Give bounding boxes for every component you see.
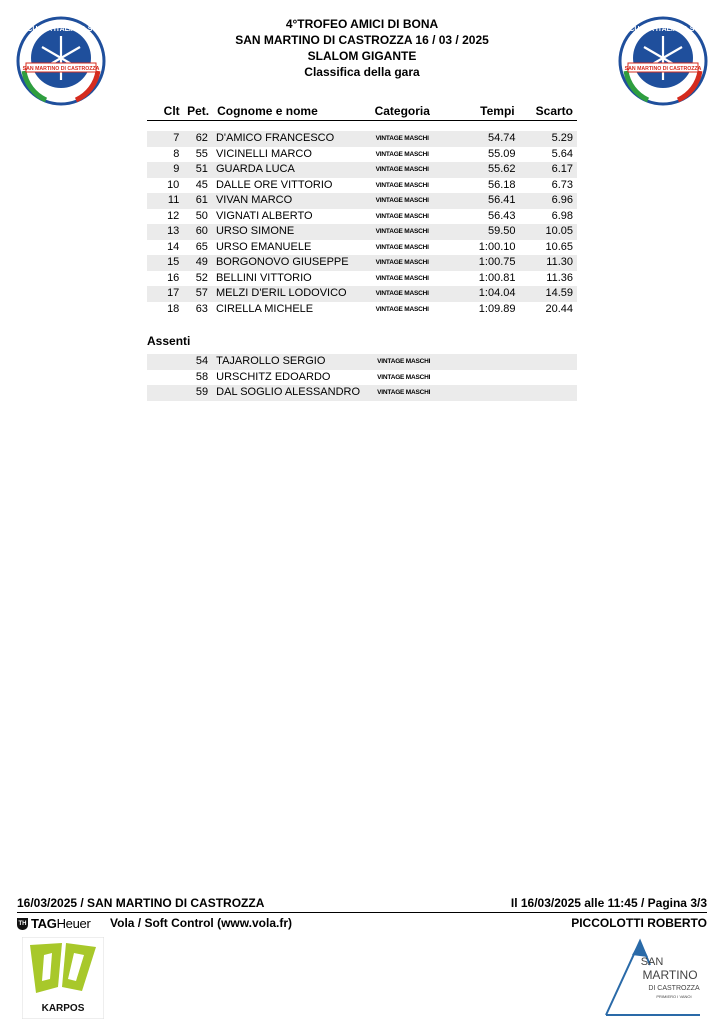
result-row — [147, 209, 577, 225]
result-name: GUARDA LUCA — [208, 162, 376, 178]
result-row — [147, 147, 577, 163]
result-category: VINTAGE MASCHI — [375, 181, 429, 189]
result-pet: 61 — [179, 193, 208, 209]
col-time: Tempi — [455, 104, 515, 120]
result-gap: 6.73 — [551, 178, 573, 191]
result-time: 1:00.75 — [455, 255, 515, 271]
sm-line1: SAN — [640, 956, 664, 968]
result-name: URSO EMANUELE — [215, 240, 312, 253]
result-pet: 45 — [195, 178, 208, 191]
result-time: 1:00.10 — [478, 240, 516, 253]
absent-gap — [516, 354, 577, 370]
tag-brand: TAG — [31, 916, 57, 931]
result-time: 54.74 — [455, 131, 515, 147]
result-category: VINTAGE MASCHI — [375, 150, 429, 158]
absent-category: VINTAGE MASCHI — [377, 354, 457, 370]
result-name: D'AMICO FRANCESCO — [208, 131, 376, 147]
ranking-title: Classifica della gara — [304, 65, 420, 79]
sm-line3: DI CASTROZZA — [648, 985, 700, 992]
result-row — [147, 162, 577, 178]
result-pet: 63 — [195, 302, 208, 315]
absent-pet: 54 — [179, 354, 208, 370]
document-header — [0, 16, 724, 80]
absent-row — [147, 354, 577, 370]
result-gap: 14.59 — [515, 286, 577, 302]
absent-pet: 58 — [195, 370, 209, 383]
software-credit: Vola / Soft Control (www.vola.fr) — [110, 916, 292, 930]
result-time: 1:09.89 — [478, 302, 516, 315]
result-category: VINTAGE MASCHI — [375, 212, 429, 220]
result-pet: 55 — [195, 147, 208, 160]
footer-date-place: 16/03/2025 / SAN MARTINO DI CASTROZZA — [17, 896, 265, 910]
results-table — [147, 131, 577, 317]
absent-name: TAJAROLLO SERGIO — [208, 354, 377, 370]
result-name: VIGNATI ALBERTO — [215, 209, 313, 222]
logo-band-text: SAN MARTINO DI CASTROZZA — [624, 66, 702, 72]
result-clt: 16 — [167, 271, 180, 284]
absent-name: URSCHITZ EDOARDO — [216, 370, 331, 383]
sm-line2: MARTINO — [642, 968, 698, 982]
result-clt: 10 — [167, 178, 180, 191]
event-title: 4°TROFEO AMICI DI BONA — [285, 17, 439, 31]
result-category: VINTAGE MASCHI — [375, 274, 429, 282]
absent-name: DAL SOGLIO ALESSANDRO — [208, 385, 377, 401]
result-row — [147, 131, 577, 147]
result-gap: 10.05 — [515, 224, 577, 240]
result-time: 56.43 — [487, 209, 516, 222]
result-gap: 20.44 — [545, 302, 573, 315]
absent-gap — [516, 385, 577, 401]
result-row — [147, 193, 577, 209]
result-row — [147, 271, 577, 287]
result-category: VINTAGE MASCHI — [376, 286, 456, 302]
result-category: VINTAGE MASCHI — [376, 131, 456, 147]
absent-clt — [147, 370, 179, 386]
result-category: VINTAGE MASCHI — [375, 305, 429, 313]
result-name: BELLINI VITTORIO — [215, 271, 312, 284]
absent-row — [147, 370, 577, 386]
result-row — [147, 286, 577, 302]
result-clt: 11 — [147, 193, 179, 209]
absent-gap — [516, 370, 577, 386]
col-pet: Pet. — [180, 104, 209, 120]
result-name: DALLE ORE VITTORIO — [215, 178, 333, 191]
result-time: 1:04.04 — [455, 286, 515, 302]
absent-time — [458, 370, 517, 386]
result-pet: 57 — [179, 286, 208, 302]
result-row — [147, 178, 577, 194]
result-time: 59.50 — [455, 224, 515, 240]
result-clt: 14 — [167, 240, 180, 253]
result-pet: 52 — [195, 271, 208, 284]
result-name: URSO SIMONE — [208, 224, 376, 240]
result-clt: 7 — [147, 131, 179, 147]
logo-top-text: SCUOLA ITALIANA SCI — [624, 26, 702, 33]
result-clt: 18 — [167, 302, 180, 315]
tag-shield-icon: TH — [17, 918, 28, 930]
result-clt: 9 — [147, 162, 179, 178]
karpos-sponsor-logo — [22, 937, 104, 1019]
result-name: MELZI D'ERIL LODOVICO — [208, 286, 376, 302]
result-time: 56.18 — [487, 178, 516, 191]
col-name: Cognome e nome — [209, 104, 375, 120]
tag-heuer-logo — [17, 916, 91, 931]
karpos-text: KARPOS — [41, 1003, 85, 1014]
result-clt: 8 — [173, 147, 180, 160]
result-clt: 17 — [147, 286, 179, 302]
result-clt: 12 — [167, 209, 180, 222]
col-clt: Clt — [147, 104, 180, 120]
result-name: VICINELLI MARCO — [215, 147, 312, 160]
result-pet: 50 — [195, 209, 208, 222]
result-category: VINTAGE MASCHI — [376, 193, 456, 209]
result-time: 55.62 — [455, 162, 515, 178]
absent-category: VINTAGE MASCHI — [377, 373, 431, 381]
discipline: SLALOM GIGANTE — [307, 49, 417, 63]
result-row — [147, 255, 577, 271]
result-row — [147, 224, 577, 240]
result-gap: 6.17 — [515, 162, 577, 178]
result-category: VINTAGE MASCHI — [376, 255, 456, 271]
result-gap: 5.29 — [515, 131, 577, 147]
result-time: 1:00.81 — [478, 271, 516, 284]
absent-time — [458, 385, 517, 401]
result-clt: 13 — [147, 224, 179, 240]
result-gap: 10.65 — [545, 240, 573, 253]
col-category: Categoria — [375, 104, 455, 120]
result-pet: 60 — [179, 224, 208, 240]
result-row — [147, 302, 577, 318]
absent-clt — [147, 385, 179, 401]
result-name: CIRELLA MICHELE — [215, 302, 314, 315]
tag-brand-2: Heuer — [56, 916, 91, 931]
results-header — [147, 104, 577, 121]
result-time: 56.41 — [455, 193, 515, 209]
result-name: BORGONOVO GIUSEPPE — [208, 255, 376, 271]
referee-name: PICCOLOTTI ROBERTO — [571, 916, 707, 930]
result-gap: 6.96 — [515, 193, 577, 209]
result-pet: 65 — [195, 240, 208, 253]
result-gap: 11.30 — [515, 255, 577, 271]
result-category: VINTAGE MASCHI — [376, 162, 456, 178]
result-time: 55.09 — [487, 147, 516, 160]
absent-pet: 59 — [179, 385, 208, 401]
result-clt: 15 — [147, 255, 179, 271]
event-place-date: SAN MARTINO DI CASTROZZA 16 / 03 / 2025 — [235, 33, 489, 47]
footer-info — [17, 896, 707, 913]
absent-clt — [147, 354, 179, 370]
result-pet: 62 — [179, 131, 208, 147]
result-gap: 11.36 — [546, 271, 573, 284]
logo-top-text: SCUOLA ITALIANA SCI — [22, 26, 100, 33]
result-category: VINTAGE MASCHI — [376, 224, 456, 240]
result-row — [147, 240, 577, 256]
result-pet: 49 — [179, 255, 208, 271]
absent-time — [458, 354, 517, 370]
absent-table — [147, 354, 577, 401]
absent-category: VINTAGE MASCHI — [377, 385, 457, 401]
result-name: VIVAN MARCO — [208, 193, 376, 209]
result-gap: 5.64 — [551, 147, 573, 160]
sm-line4: PRIMIERO I VANOI — [656, 994, 692, 999]
footer-printed: Il 16/03/2025 alle 11:45 / Pagina 3/3 — [510, 896, 707, 910]
result-gap: 6.98 — [551, 209, 573, 222]
san-martino-sponsor-logo — [600, 935, 708, 1020]
col-gap: Scarto — [515, 104, 577, 120]
result-category: VINTAGE MASCHI — [375, 243, 429, 251]
absent-title: Assenti — [147, 334, 191, 348]
result-pet: 51 — [179, 162, 208, 178]
absent-row — [147, 385, 577, 401]
logo-band-text: SAN MARTINO DI CASTROZZA — [22, 66, 100, 72]
